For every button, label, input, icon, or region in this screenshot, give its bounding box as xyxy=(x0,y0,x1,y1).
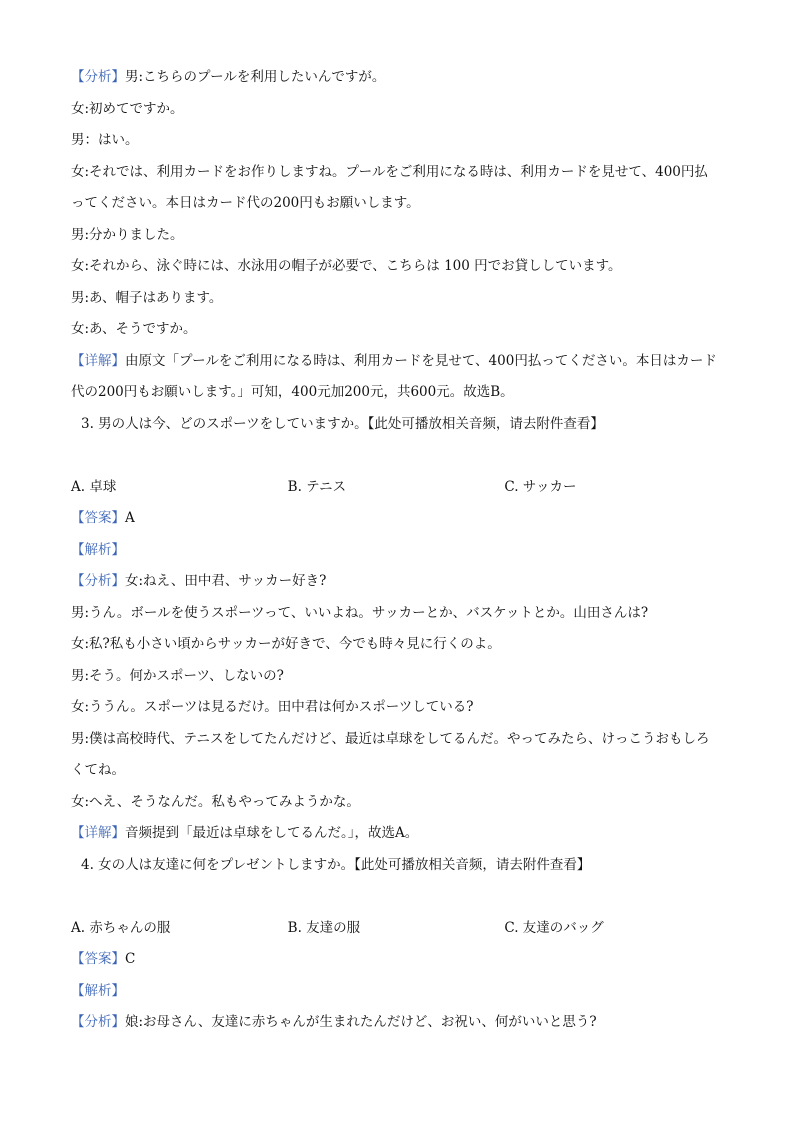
detail-text: 由原文「プールをご利用になる時は、利用カードを見せて、400円払ってください。本日はカード代の200円もお願いします。」可知，400元加200元，共600元。故选B。 xyxy=(71,352,717,400)
detail-tag: 【详解】 xyxy=(71,352,125,369)
answer-line xyxy=(71,944,721,976)
dialog-line: 女:ねえ、田中君、サッカー好き? xyxy=(125,573,327,589)
analysis-line xyxy=(71,566,721,598)
analysis-line xyxy=(71,1007,721,1039)
dialog-line: 男:僕は高校時代、テニスをしてたんだけど、最近は卓球をしてるんだ。やってみたら、けっこうおもしろくてね。 xyxy=(71,730,710,778)
detail-line xyxy=(71,346,721,409)
answer-value: A xyxy=(125,510,135,526)
option-a: A. 卓球 xyxy=(71,478,117,495)
dialog-line: 女:私?私も小さい頃からサッカーが好きで、今でも時々見に行くのよ。 xyxy=(71,636,501,652)
answer-line xyxy=(71,503,721,535)
question-4-options xyxy=(71,913,721,945)
option-c: C. サッカー xyxy=(504,478,577,495)
detail-line xyxy=(71,818,721,850)
option-b: B. テニス xyxy=(287,478,347,495)
dialog-line: 男:こちらのプールを利用したいんですが。 xyxy=(125,69,386,85)
dialog-line: 男:そう。何かスポーツ、しないの? xyxy=(71,667,284,684)
answer-value: C xyxy=(125,951,136,967)
spacer xyxy=(71,440,721,472)
question-3-options xyxy=(71,472,721,504)
dialog-line: 女:あ、そうですか。 xyxy=(71,321,197,337)
analysis-text: 娘:お母さん、友達に赤ちゃんが生まれたんだけど、お祝い、何がいいと思う? xyxy=(125,1014,597,1030)
detail-text: 音频提到「最近は卓球をしてるんだ。」，故选A。 xyxy=(125,825,419,841)
dialog-line: 男:分かりました。 xyxy=(71,226,184,243)
dialog-line: 男:うん。ボールを使うスポーツって、いいよね。サッカーとか、バスケットとか。山田さんは? xyxy=(71,604,649,621)
option-b: B. 友達の服 xyxy=(287,919,361,936)
question-3: 3. 男の人は今、どのスポーツをしていますか。【此处可播放相关音频，请去附件查看】 xyxy=(81,415,604,432)
answer-tag: 【答案】 xyxy=(71,951,125,967)
dialog-line: 女:それから、泳ぐ時には、水泳用の帽子が必要で、こちらは 100 円でお貸ししています。 xyxy=(71,258,622,274)
explanation-tag: 【解析】 xyxy=(71,541,125,558)
analysis-line xyxy=(71,62,721,94)
option-a: A. 赤ちゃんの服 xyxy=(71,919,171,936)
dialog-line: 女:へえ、そうなんだ。私もやってみようかな。 xyxy=(71,793,360,810)
option-c: C. 友達のバッグ xyxy=(504,919,604,936)
analysis-tag: 【分析】 xyxy=(71,1014,125,1030)
analysis-tag: 【分析】 xyxy=(71,573,125,589)
explanation-line xyxy=(71,976,721,1008)
analysis-tag: 【分析】 xyxy=(71,69,125,85)
dialog-line: 男:あ、帽子はあります。 xyxy=(71,289,223,306)
explanation-tag: 【解析】 xyxy=(71,982,125,999)
dialog-line: 女:ううん。スポーツは見るだけ。田中君は何かスポーツしている? xyxy=(71,699,474,715)
answer-tag: 【答案】 xyxy=(71,510,125,526)
question-4: 4. 女の人は友達に何をプレゼントしますか。【此处可播放相关音频，请去附件查看】 xyxy=(81,856,591,873)
spacer xyxy=(71,881,721,913)
dialog-line: 男：はい。 xyxy=(71,132,139,148)
document-page xyxy=(71,62,721,1039)
dialog-line: 女:初めてですか。 xyxy=(71,100,184,117)
explanation-line xyxy=(71,535,721,567)
dialog-line: 女:それでは、利用カードをお作りしますね。プールをご利用になる時は、利用カードを見せて、400円払ってください。本日はカード代の200円もお願いします。 xyxy=(71,163,708,211)
detail-tag: 【详解】 xyxy=(71,825,125,841)
